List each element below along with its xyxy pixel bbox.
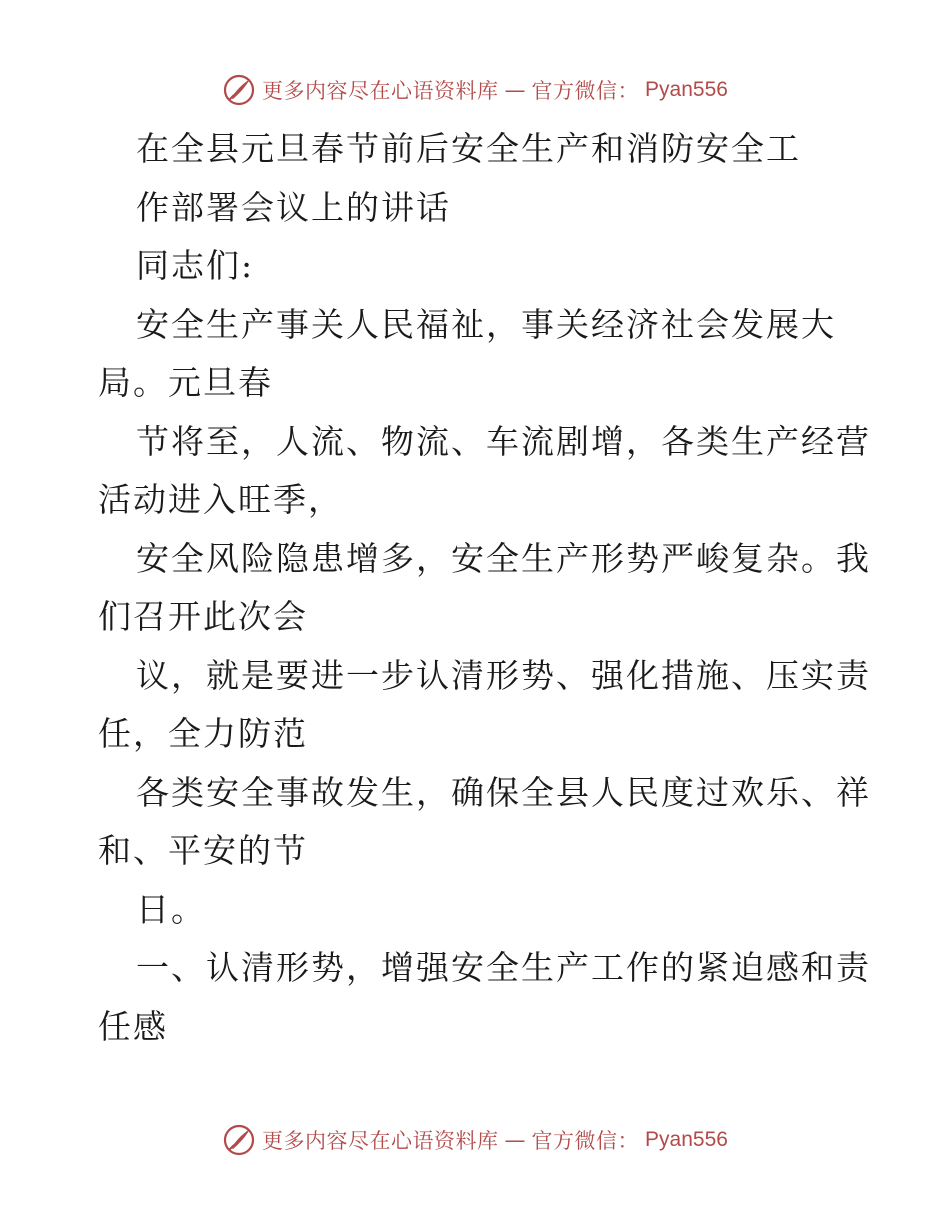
paragraph-line: 安全风险隐患增多，安全生产形势严峻复杂。我: [136, 538, 871, 578]
banner-separator: —: [504, 78, 526, 102]
paragraph-line: 安全生产事关人民福祉，事关经济社会发展大: [136, 304, 836, 344]
paragraph-line: 和、平安的节: [98, 831, 308, 870]
feather-seal-icon: [222, 73, 256, 107]
paragraph-line: 节将至，人流、物流、车流剧增，各类生产经营: [136, 421, 871, 461]
document-title-line-1: 在全县元旦春节前后安全生产和消防安全工: [136, 129, 801, 168]
header-watermark-banner: [0, 70, 950, 110]
banner-text: 更多内容尽在心语资料库: [262, 1129, 499, 1153]
document-title-line-2: 作部署会议上的讲话: [136, 187, 451, 227]
banner-separator: —: [504, 1128, 526, 1152]
banner-wechat-id: Pyan556: [645, 1128, 728, 1151]
paragraph-line: 任感: [98, 1006, 168, 1046]
paragraph-line: 任，全力防范: [98, 714, 308, 753]
paragraph-line: 们召开此次会: [98, 597, 308, 636]
paragraph-line: 局。元旦春: [98, 363, 273, 402]
footer-watermark-banner: [0, 1120, 950, 1160]
banner-wechat-id: Pyan556: [645, 78, 728, 101]
body-lines: [98, 296, 871, 1057]
paragraph-line: 活动进入旺季，: [98, 480, 343, 519]
banner-text: 更多内容尽在心语资料库: [262, 79, 499, 103]
salutation: 同志们:: [136, 246, 255, 285]
banner-label: 官方微信：: [531, 1129, 640, 1153]
feather-seal-icon: [222, 1123, 256, 1157]
paragraph-line: 各类安全事故发生，确保全县人民度过欢乐、祥: [136, 772, 871, 812]
paragraph-line: 议，就是要进一步认清形势、强化措施、压实责: [136, 655, 871, 695]
paragraph-line: 一、认清形势，增强安全生产工作的紧迫感和责: [136, 948, 871, 987]
document-body: [98, 120, 871, 1056]
paragraph-line: 日。: [136, 889, 206, 929]
banner-label: 官方微信：: [531, 79, 640, 103]
